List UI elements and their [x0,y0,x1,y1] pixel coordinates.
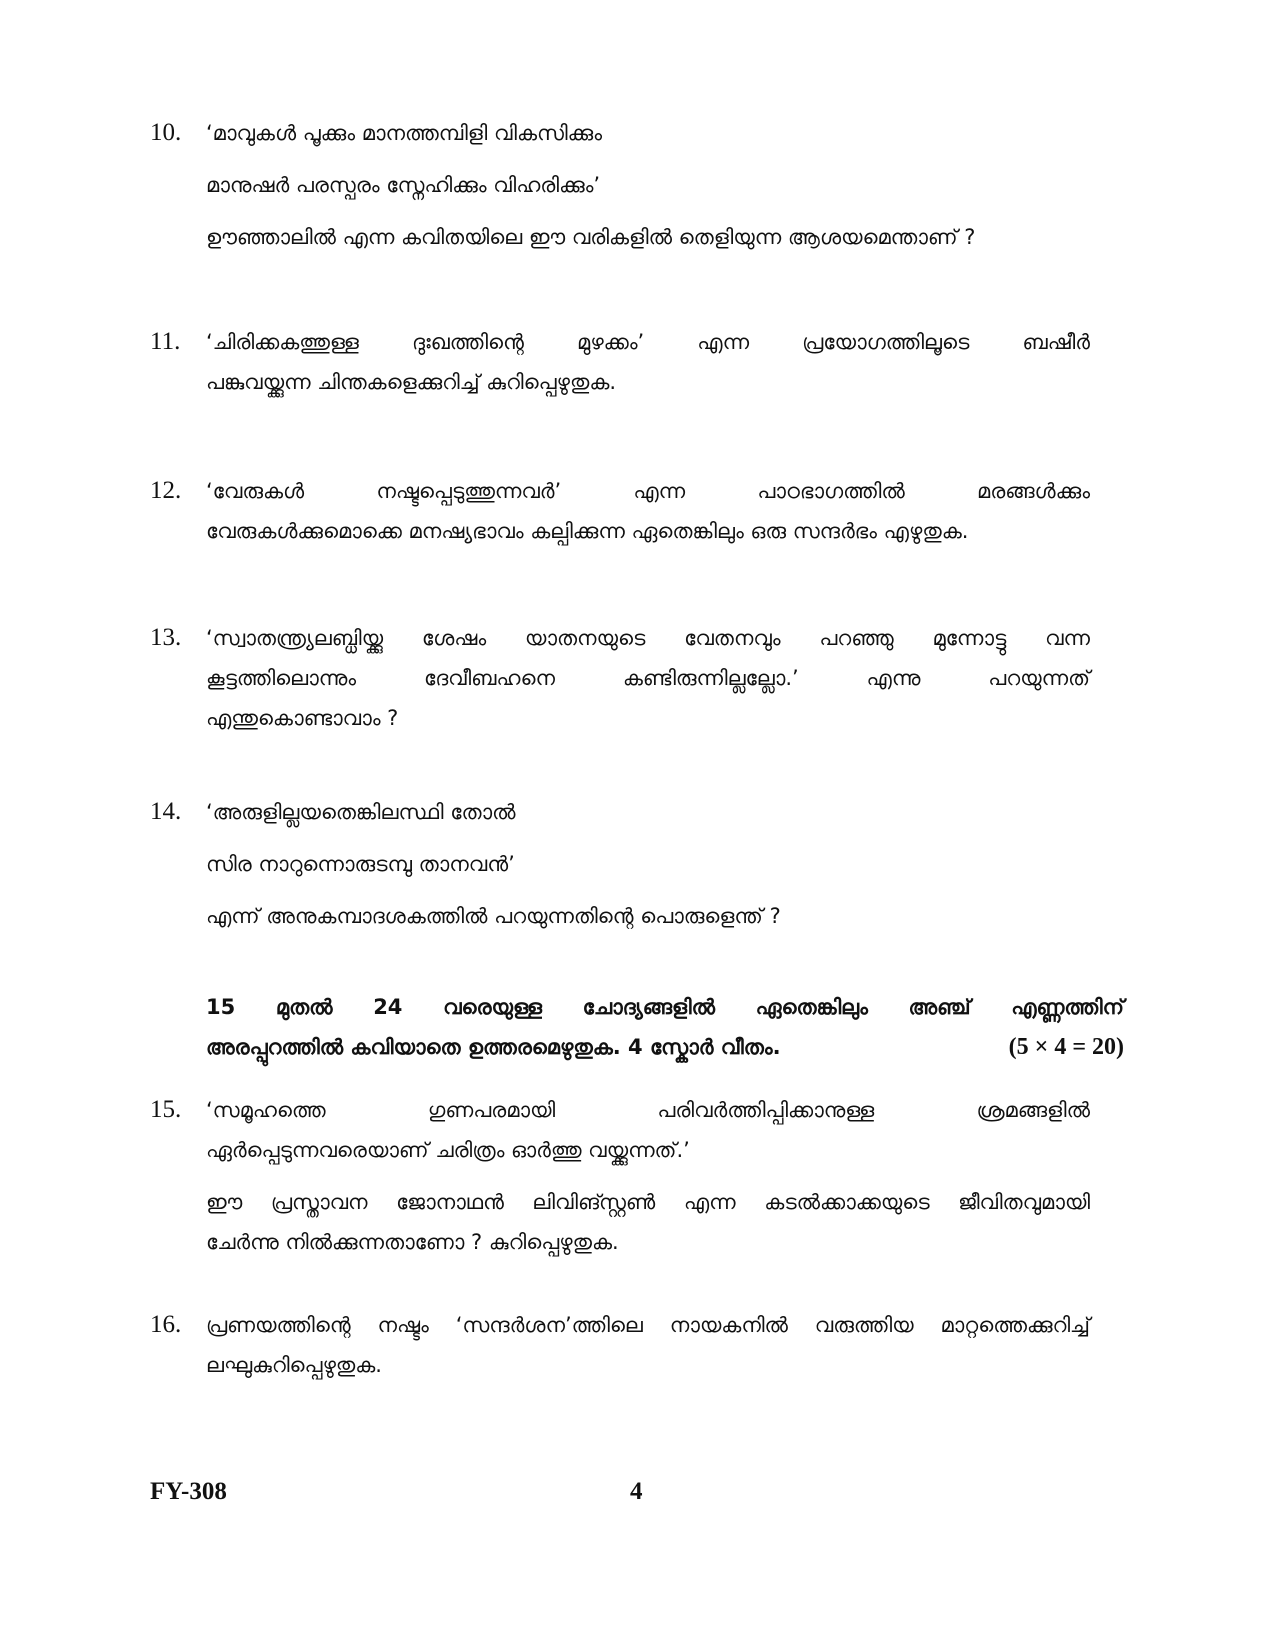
question-line: എന്തുകൊണ്ടാവാം ? [206,706,399,730]
question-16 [150,1310,1090,1380]
section-line: 15 മുതൽ 24 വരെയുള്ള ചോദ്യങ്ങളിൽ ഏതെങ്കിലും അഞ്ച് എണ്ണത്തിന് [206,995,1124,1019]
question-14 [150,797,1090,931]
question-line: ചേർന്നു നിൽക്കുന്നതാണോ ? കുറിപ്പെഴുതുക. [206,1230,619,1254]
question-line: കൂട്ടത്തിലൊന്നും ദേവീബഹനെ കണ്ടിരുന്നില്ലല്ലോ.’ എന്നു പറയുന്നത് [206,666,1090,690]
question-line: ‘അരുളില്ലയതെങ്കിലസ്ഥി തോൽ [206,800,516,824]
question-number: 12. [150,477,182,504]
question-line: ‘സമൂഹത്തെ ഗുണപരമായി പരിവർത്തിപ്പിക്കാനുള്ള ശ്രമങ്ങളിൽ [206,1098,1090,1122]
question-number: 11. [150,328,181,355]
question-11 [150,327,1090,397]
question-line: ലഘുകുറിപ്പെഴുതുക. [206,1353,382,1377]
question-line: സിര നാറുന്നൊരുടമ്പു താനവൻ’ [206,852,515,876]
question-number: 13. [150,624,182,651]
question-13 [150,623,1090,733]
question-number: 15. [150,1096,182,1123]
question-line: പങ്കുവയ്ക്കുന്ന ചിന്തകളെക്കുറിച്ച് കുറിപ്പെഴുതുക. [206,370,617,394]
question-line: ഈ പ്രസ്താവന ജോനാഥൻ ലിവിങ്സ്റ്റൺ എന്ന കടൽക്കാക്കയുടെ ജീവിതവുമായി [206,1190,1090,1214]
question-line: വേരുകൾക്കുമൊക്കെ മനഷ്യഭാവം കല്പിക്കുന്ന ഏതെങ്കിലും ഒരു സന്ദർഭം എഴുതുക. [206,519,969,543]
section-score: (5 × 4 = 20) [1008,1034,1124,1060]
question-line: മാനുഷർ പരസ്പരം സ്നേഹിക്കും വിഹരിക്കും’ [206,173,601,197]
question-line: ഊഞ്ഞാലിൽ എന്ന കവിതയിലെ ഈ വരികളിൽ തെളിയുന്ന ആശയമെന്താണ് ? [206,225,976,249]
section-instructions [206,990,1124,1064]
question-line: എന്ന് അനുകമ്പാദശകത്തിൽ പറയുന്നതിന്റെ പൊരുളെന്ത് ? [206,904,781,928]
question-line: ‘വേരുകൾ നഷ്ടപ്പെടുത്തുന്നവർ’ എന്ന പാഠഭാഗത്തിൽ മരങ്ങൾക്കും [206,479,1090,503]
question-number: 16. [150,1311,182,1338]
question-number: 10. [150,119,182,146]
question-10 [150,118,1090,252]
question-12 [150,476,1090,546]
question-line: പ്രണയത്തിന്റെ നഷ്ടം ‘സന്ദർശന’ത്തിലെ നായകനിൽ വരുത്തിയ മാറ്റത്തെക്കുറിച്ച് [206,1313,1090,1337]
page-number: 4 [630,1478,643,1505]
question-line: ‘സ്വാതന്ത്ര്യലബ്ധിയ്ക്കു ശേഷം യാതനയുടെ വേതനവും പറഞ്ഞു മുന്നോട്ടു വന്ന [206,626,1090,650]
section-line: അരപ്പുറത്തിൽ കവിയാതെ ഉത്തരമെഴുതുക. 4 സ്കോർ വീതം. [206,1035,781,1059]
question-line: ‘ചിരിക്കകത്തുള്ള ദുഃഖത്തിന്റെ മുഴക്കം’ എന്ന പ്രയോഗത്തിലൂടെ ബഷീർ [206,330,1090,354]
question-15 [150,1095,1090,1257]
question-line: ഏർപ്പെടുന്നവരെയാണ് ചരിത്രം ഓർത്തു വയ്ക്കുന്നത്.’ [206,1138,690,1162]
paper-code: FY-308 [150,1478,227,1505]
question-line: ‘മാവുകൾ പൂക്കും മാനത്തമ്പിളി വികസിക്കും [206,121,603,145]
question-number: 14. [150,798,182,825]
